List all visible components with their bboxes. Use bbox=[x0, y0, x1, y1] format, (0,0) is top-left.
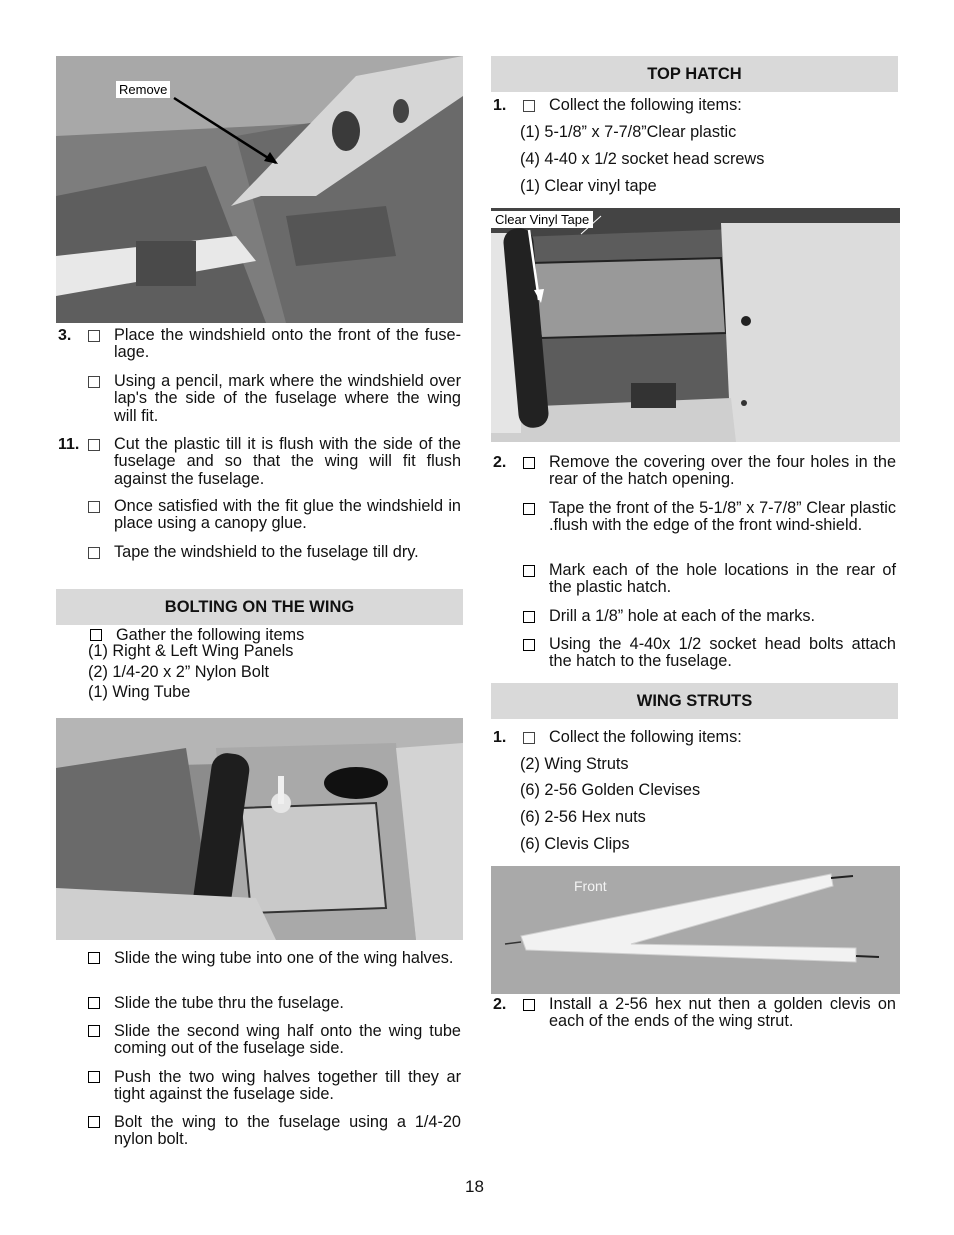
collect-text: Collect the following items: bbox=[549, 728, 742, 746]
collect-text: Collect the following items: bbox=[549, 96, 742, 114]
step-text: Using a pencil, mark where the windshield over lap's the side of the fuselage where the wing will fit. bbox=[114, 372, 461, 425]
step-number: 11. bbox=[58, 436, 80, 453]
step-text: Tape the windshield to the fuselage till dry. bbox=[114, 543, 419, 561]
gather-item: (1) Wing Tube bbox=[88, 683, 191, 701]
step-text: Install a 2-56 hex nut then a golden clevis on each of the ends of the wing strut. bbox=[549, 995, 896, 1031]
checkbox[interactable] bbox=[88, 1025, 100, 1037]
checkbox[interactable] bbox=[523, 457, 535, 469]
checkbox[interactable] bbox=[88, 376, 100, 388]
checkbox[interactable] bbox=[88, 547, 100, 559]
step-text: Once satisfied with the fit glue the windshield in place using a canopy glue. bbox=[114, 497, 461, 533]
checkbox[interactable] bbox=[523, 100, 535, 112]
collect-item: (2) Wing Struts bbox=[520, 755, 629, 773]
wing-strut-photo bbox=[491, 866, 900, 994]
page-number: 18 bbox=[465, 1177, 484, 1196]
step-number: 1. bbox=[493, 97, 507, 114]
step-number: 2. bbox=[493, 454, 507, 471]
step-number: 2. bbox=[493, 996, 507, 1013]
step-text: Mark each of the hole locations in the rear of the plastic hatch. bbox=[549, 561, 896, 597]
step-text: Push the two wing halves together till they ar tight against the fuselage side. bbox=[114, 1068, 461, 1104]
step-text: Drill a 1/8” hole at each of the marks. bbox=[549, 607, 816, 625]
checkbox[interactable] bbox=[523, 639, 535, 651]
remove-label: Remove bbox=[116, 81, 170, 98]
collect-item: (6) 2-56 Golden Clevises bbox=[520, 781, 701, 799]
clear-vinyl-tape-label: Clear Vinyl Tape bbox=[491, 211, 593, 228]
checkbox[interactable] bbox=[90, 629, 102, 641]
step-text: Slide the wing tube into one of the wing halves. bbox=[114, 949, 454, 967]
step-text: Bolt the wing to the fuselage using a 1/4-20 nylon bolt. bbox=[114, 1113, 461, 1149]
checkbox[interactable] bbox=[88, 1116, 100, 1128]
step-text: Slide the tube thru the fuselage. bbox=[114, 994, 344, 1012]
step-text: Tape the front of the 5-1/8” x 7-7/8” Clear plastic .flush with the edge of the front wind-shield. bbox=[549, 499, 896, 535]
checkbox[interactable] bbox=[88, 952, 100, 964]
gather-item: (1) Right & Left Wing Panels bbox=[88, 642, 294, 660]
checkbox[interactable] bbox=[523, 565, 535, 577]
step-text: Place the windshield onto the front of the fuse-lage. bbox=[114, 326, 461, 362]
section-header-bolting-wing: BOLTING ON THE WING bbox=[56, 589, 463, 625]
step-number: 1. bbox=[493, 729, 507, 746]
checkbox[interactable] bbox=[88, 330, 100, 342]
collect-item: (6) 2-56 Hex nuts bbox=[520, 808, 646, 826]
checkbox[interactable] bbox=[88, 501, 100, 513]
wing-tube-photo bbox=[56, 718, 463, 940]
step-number: 3. bbox=[58, 327, 72, 344]
front-label: Front bbox=[574, 878, 607, 894]
checkbox[interactable] bbox=[88, 439, 100, 451]
step-text: Slide the second wing half onto the wing tube coming out of the fuselage side. bbox=[114, 1022, 461, 1058]
section-header-top-hatch: TOP HATCH bbox=[491, 56, 898, 92]
windshield-photo bbox=[56, 56, 463, 323]
checkbox[interactable] bbox=[88, 997, 100, 1009]
step-text: Remove the covering over the four holes in the rear of the hatch opening. bbox=[549, 453, 896, 489]
checkbox[interactable] bbox=[523, 611, 535, 623]
collect-item: (4) 4-40 x 1/2 socket head screws bbox=[520, 150, 765, 168]
checkbox[interactable] bbox=[523, 503, 535, 515]
collect-item: (6) Clevis Clips bbox=[520, 835, 630, 853]
checkbox[interactable] bbox=[88, 1071, 100, 1083]
hatch-photo bbox=[491, 208, 900, 442]
collect-item: (1) Clear vinyl tape bbox=[520, 177, 657, 195]
step-text: Using the 4-40x 1/2 socket head bolts attach the hatch to the fuselage. bbox=[549, 635, 896, 671]
gather-items-text: Gather the following items bbox=[116, 626, 305, 644]
gather-item: (2) 1/4-20 x 2” Nylon Bolt bbox=[88, 663, 269, 681]
section-header-wing-struts: WING STRUTS bbox=[491, 683, 898, 719]
step-text: Cut the plastic till it is flush with the side of the fuselage and so that the wing will fit flush against the fuselage. bbox=[114, 435, 461, 488]
checkbox[interactable] bbox=[523, 732, 535, 744]
collect-item: (1) 5-1/8” x 7-7/8”Clear plastic bbox=[520, 123, 737, 141]
checkbox[interactable] bbox=[523, 999, 535, 1011]
